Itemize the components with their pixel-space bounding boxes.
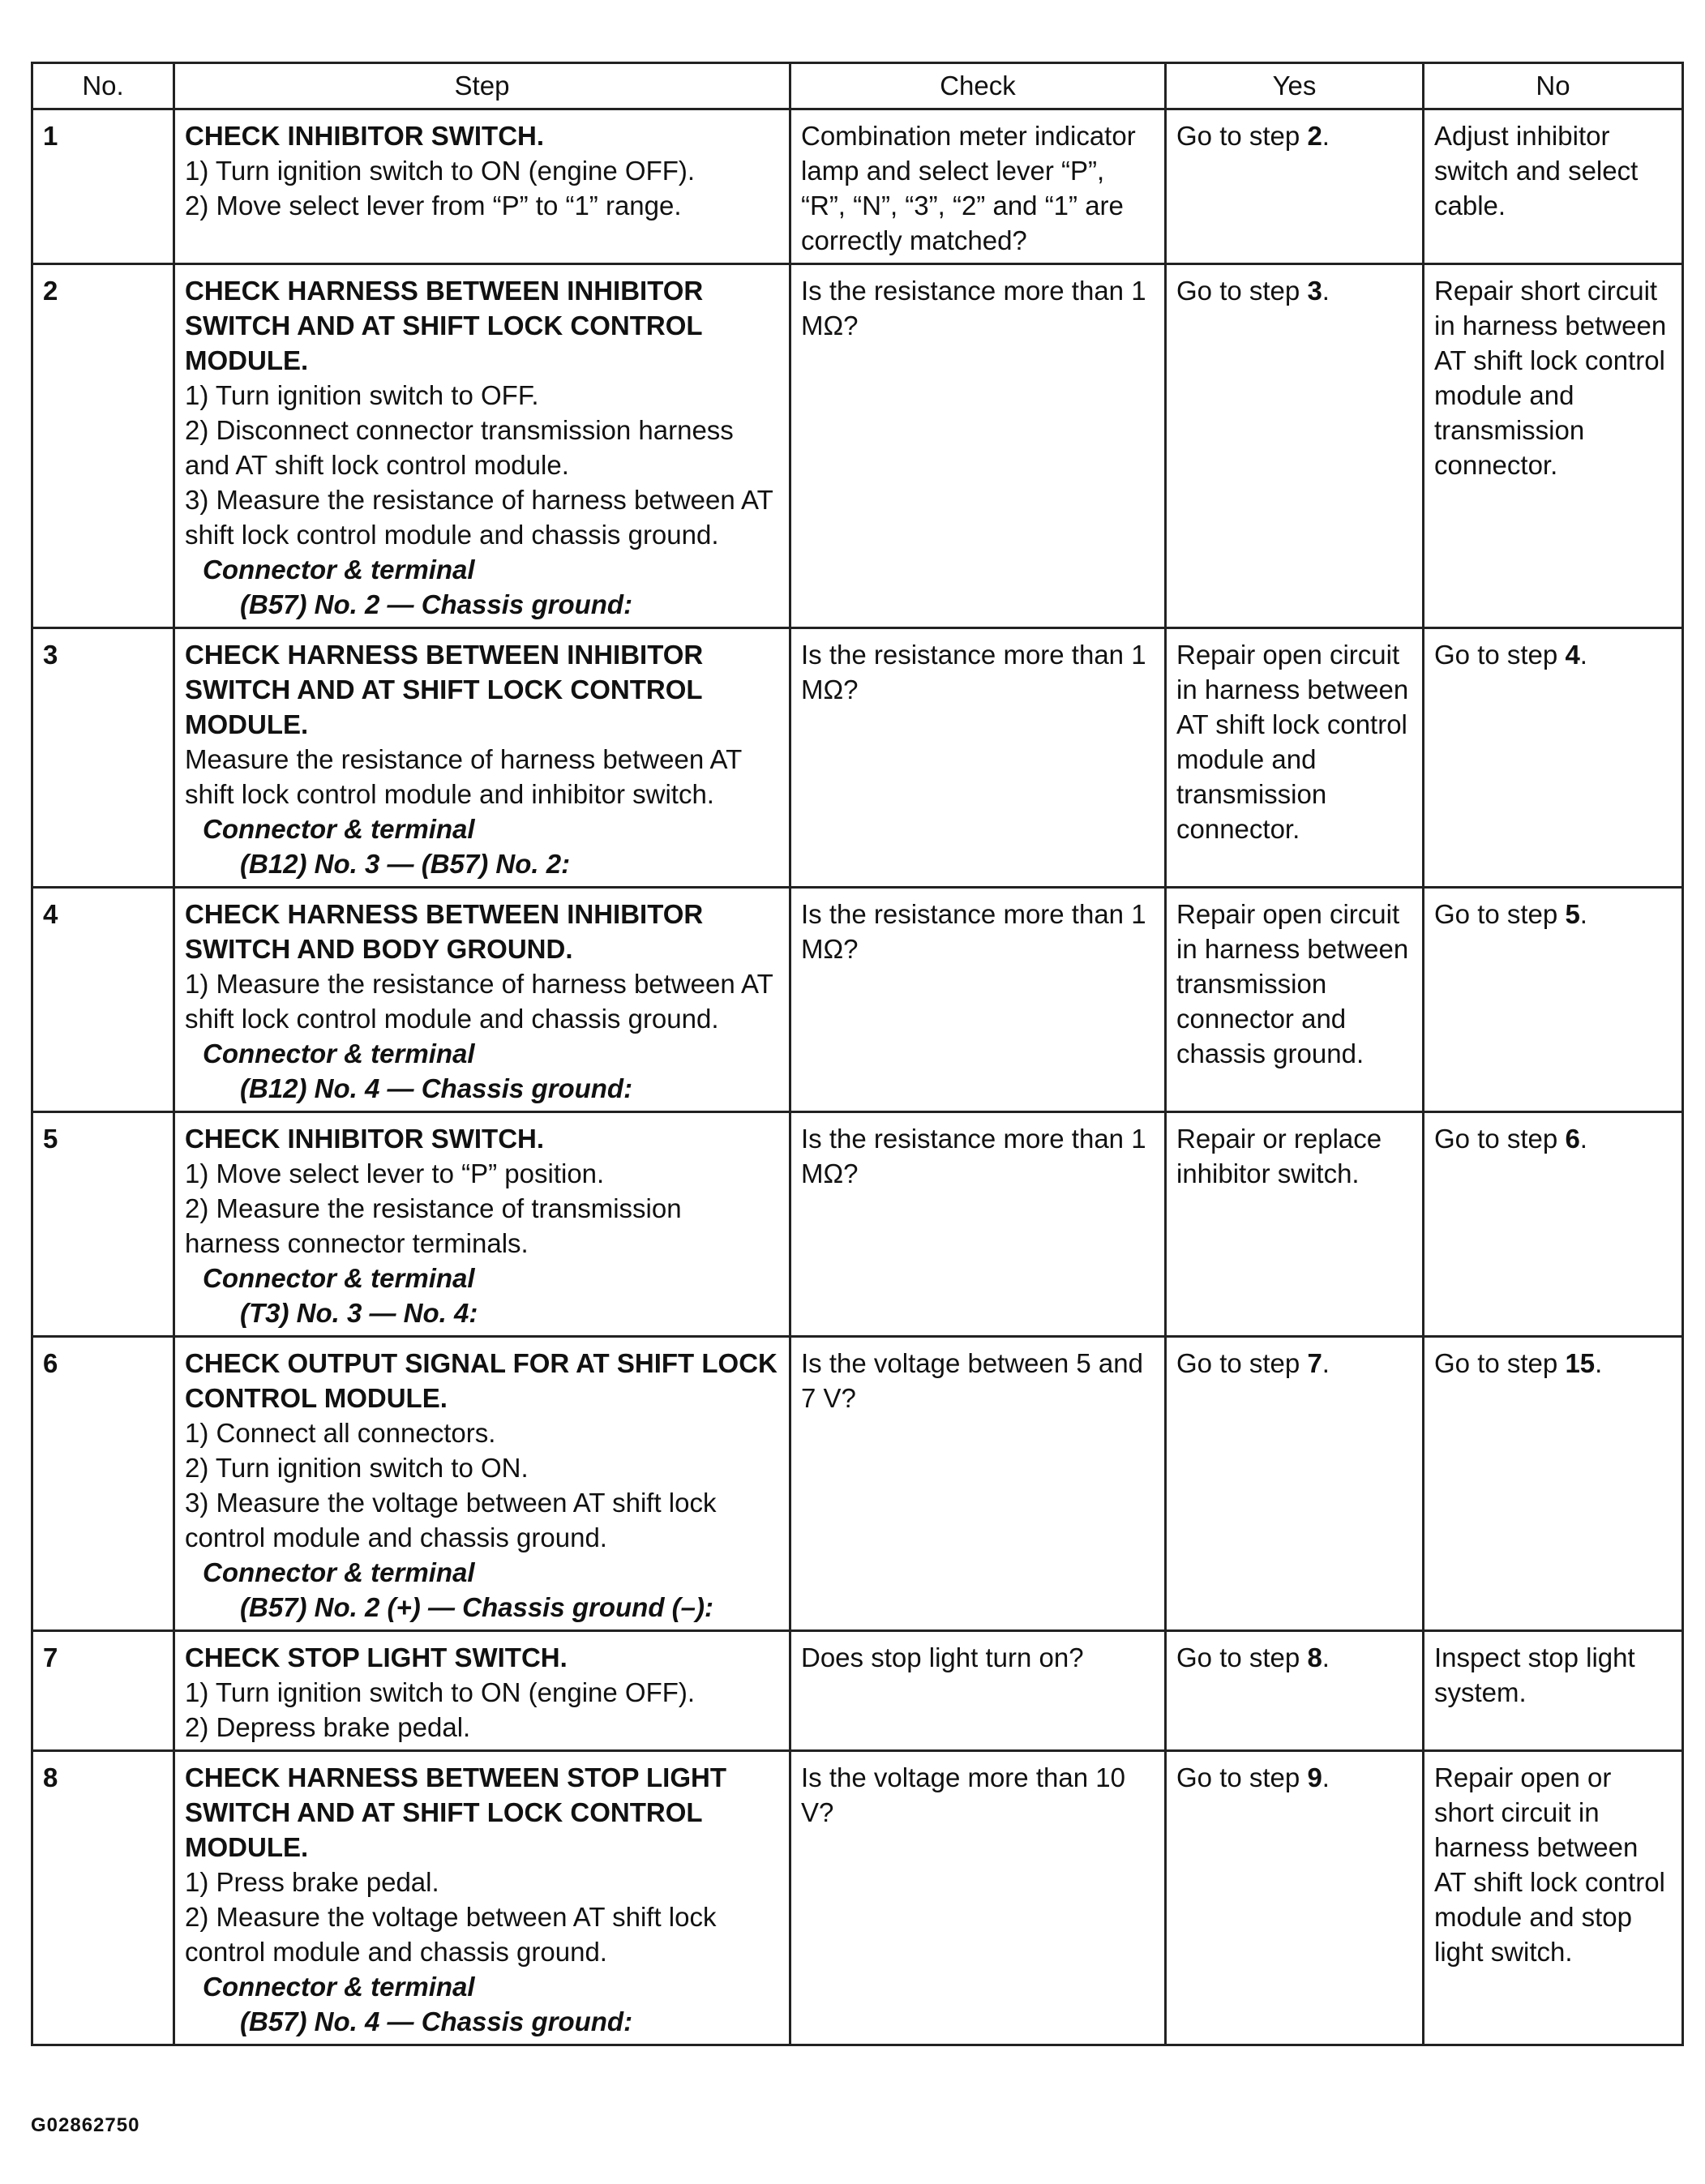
no-text: Inspect stop light system. xyxy=(1434,1642,1635,1707)
step-number: 1 xyxy=(32,109,174,264)
yes-text: Repair open circuit in harness between transmission connector and chassis ground. xyxy=(1176,899,1409,1068)
step-instruction: Measure the resistance of harness between AT shift lock control module and inhibitor switch. xyxy=(185,744,742,809)
yes-suffix: . xyxy=(1322,276,1330,306)
step-cell xyxy=(174,109,790,264)
step-instruction: 1) Turn ignition switch to ON (engine OFF). xyxy=(185,1677,696,1707)
step-title: CHECK HARNESS BETWEEN INHIBITOR SWITCH AND BODY GROUND. xyxy=(185,899,704,964)
connector-terminal: (T3) No. 3 — No. 4: xyxy=(240,1298,478,1328)
no-step-number: 4 xyxy=(1565,640,1580,670)
table-row xyxy=(32,1112,1683,1337)
table-body xyxy=(32,109,1683,2045)
table-row xyxy=(32,264,1683,628)
step-instruction: 2) Move select lever from “P” to “1” range. xyxy=(185,191,682,221)
connector-label: Connector & terminal xyxy=(203,1557,475,1587)
no-cell xyxy=(1424,1337,1683,1631)
yes-step-number: 9 xyxy=(1307,1762,1322,1792)
figure-code: G02862750 xyxy=(31,2114,140,2136)
no-suffix: . xyxy=(1579,640,1587,670)
no-text: Repair open or short circuit in harness between AT shift lock control module and stop light switch. xyxy=(1434,1762,1665,1967)
table-row xyxy=(32,1337,1683,1631)
yes-cell xyxy=(1166,1631,1424,1751)
connector-label: Connector & terminal xyxy=(203,814,475,844)
no-suffix: . xyxy=(1595,1348,1603,1378)
step-number: 8 xyxy=(32,1751,174,2045)
no-text: Go to step xyxy=(1434,899,1566,929)
table-row xyxy=(32,1631,1683,1751)
step-title: CHECK HARNESS BETWEEN INHIBITOR SWITCH AND AT SHIFT LOCK CONTROL MODULE. xyxy=(185,276,704,375)
table-row xyxy=(32,109,1683,264)
yes-text: Go to step xyxy=(1176,1762,1308,1792)
connector-label: Connector & terminal xyxy=(203,1263,475,1293)
step-cell xyxy=(174,1631,790,1751)
yes-cell xyxy=(1166,1112,1424,1337)
header-check: Check xyxy=(790,63,1166,109)
yes-cell xyxy=(1166,628,1424,888)
no-cell xyxy=(1424,109,1683,264)
step-instruction: 3) Measure the resistance of harness between AT shift lock control module and chassis ground. xyxy=(185,485,773,550)
step-cell xyxy=(174,628,790,888)
no-cell xyxy=(1424,1751,1683,2045)
no-cell xyxy=(1424,1112,1683,1337)
step-number: 6 xyxy=(32,1337,174,1631)
table-row xyxy=(32,1751,1683,2045)
step-title: CHECK HARNESS BETWEEN INHIBITOR SWITCH AND AT SHIFT LOCK CONTROL MODULE. xyxy=(185,640,704,739)
step-instruction: 1) Turn ignition switch to ON (engine OFF). xyxy=(185,156,696,186)
diagnostic-table xyxy=(31,62,1684,2046)
check-cell: Is the voltage more than 10 V? xyxy=(790,1751,1166,2045)
yes-suffix: . xyxy=(1322,1348,1330,1378)
no-cell xyxy=(1424,264,1683,628)
step-number: 3 xyxy=(32,628,174,888)
no-suffix: . xyxy=(1579,899,1587,929)
yes-step-number: 2 xyxy=(1307,121,1322,151)
connector-label: Connector & terminal xyxy=(203,555,475,585)
step-instruction: 3) Measure the voltage between AT shift lock control module and chassis ground. xyxy=(185,1488,717,1552)
step-cell xyxy=(174,1112,790,1337)
table-row xyxy=(32,888,1683,1112)
step-title: CHECK OUTPUT SIGNAL FOR AT SHIFT LOCK CONTROL MODULE. xyxy=(185,1348,778,1413)
header-step: Step xyxy=(174,63,790,109)
connector-terminal: (B57) No. 4 — Chassis ground: xyxy=(240,2006,633,2036)
yes-cell xyxy=(1166,888,1424,1112)
check-cell: Is the resistance more than 1 MΩ? xyxy=(790,264,1166,628)
step-instruction: 1) Connect all connectors. xyxy=(185,1418,496,1448)
yes-suffix: . xyxy=(1322,1762,1330,1792)
no-step-number: 15 xyxy=(1565,1348,1596,1378)
yes-cell xyxy=(1166,1337,1424,1631)
step-cell xyxy=(174,1337,790,1631)
step-instruction: 2) Disconnect connector transmission harness and AT shift lock control module. xyxy=(185,415,734,480)
connector-terminal: (B12) No. 4 — Chassis ground: xyxy=(240,1073,633,1103)
no-cell xyxy=(1424,628,1683,888)
no-text: Repair short circuit in harness between AT shift lock control module and transmission connector. xyxy=(1434,276,1667,480)
check-cell: Combination meter indicator lamp and select lever “P”, “R”, “N”, “3”, “2” and “1” are correctly matched? xyxy=(790,109,1166,264)
no-cell xyxy=(1424,888,1683,1112)
step-instruction: 2) Depress brake pedal. xyxy=(185,1712,471,1742)
step-number: 7 xyxy=(32,1631,174,1751)
step-instruction: 1) Turn ignition switch to OFF. xyxy=(185,380,539,410)
yes-suffix: . xyxy=(1322,1642,1330,1672)
step-instruction: 2) Turn ignition switch to ON. xyxy=(185,1453,529,1483)
table-row xyxy=(32,628,1683,888)
no-cell xyxy=(1424,1631,1683,1751)
yes-step-number: 3 xyxy=(1307,276,1322,306)
no-suffix: . xyxy=(1579,1124,1587,1154)
step-title: CHECK STOP LIGHT SWITCH. xyxy=(185,1642,568,1672)
header-no-result: No xyxy=(1424,63,1683,109)
yes-cell xyxy=(1166,109,1424,264)
step-number: 4 xyxy=(32,888,174,1112)
yes-text: Repair or replace inhibitor switch. xyxy=(1176,1124,1382,1188)
yes-text: Go to step xyxy=(1176,121,1308,151)
step-instruction: 1) Move select lever to “P” position. xyxy=(185,1158,605,1188)
no-text: Go to step xyxy=(1434,1124,1566,1154)
table-header-row xyxy=(32,63,1683,109)
connector-terminal: (B12) No. 3 — (B57) No. 2: xyxy=(240,849,571,879)
step-cell xyxy=(174,888,790,1112)
yes-cell xyxy=(1166,1751,1424,2045)
step-title: CHECK HARNESS BETWEEN STOP LIGHT SWITCH AND AT SHIFT LOCK CONTROL MODULE. xyxy=(185,1762,727,1862)
check-cell: Is the resistance more than 1 MΩ? xyxy=(790,888,1166,1112)
yes-cell xyxy=(1166,264,1424,628)
step-number: 5 xyxy=(32,1112,174,1337)
connector-label: Connector & terminal xyxy=(203,1038,475,1068)
check-cell: Is the voltage between 5 and 7 V? xyxy=(790,1337,1166,1631)
step-instruction: 1) Press brake pedal. xyxy=(185,1867,439,1897)
step-instruction: 1) Measure the resistance of harness between AT shift lock control module and chassis ground. xyxy=(185,969,773,1034)
step-instruction: 2) Measure the voltage between AT shift lock control module and chassis ground. xyxy=(185,1902,717,1967)
yes-step-number: 8 xyxy=(1307,1642,1322,1672)
connector-terminal: (B57) No. 2 (+) — Chassis ground (–): xyxy=(240,1592,713,1622)
yes-text: Repair open circuit in harness between AT shift lock control module and transmission connector. xyxy=(1176,640,1409,844)
no-step-number: 6 xyxy=(1565,1124,1580,1154)
step-instruction: 2) Measure the resistance of transmission harness connector terminals. xyxy=(185,1193,682,1258)
step-number: 2 xyxy=(32,264,174,628)
no-text: Go to step xyxy=(1434,1348,1566,1378)
yes-text: Go to step xyxy=(1176,276,1308,306)
step-title: CHECK INHIBITOR SWITCH. xyxy=(185,121,545,151)
step-cell xyxy=(174,264,790,628)
header-yes: Yes xyxy=(1166,63,1424,109)
yes-step-number: 7 xyxy=(1307,1348,1322,1378)
step-cell xyxy=(174,1751,790,2045)
no-step-number: 5 xyxy=(1565,899,1580,929)
yes-suffix: . xyxy=(1322,121,1330,151)
yes-text: Go to step xyxy=(1176,1642,1308,1672)
connector-terminal: (B57) No. 2 — Chassis ground: xyxy=(240,589,633,619)
connector-label: Connector & terminal xyxy=(203,1972,475,2002)
no-text: Adjust inhibitor switch and select cable. xyxy=(1434,121,1639,221)
header-no: No. xyxy=(32,63,174,109)
check-cell: Does stop light turn on? xyxy=(790,1631,1166,1751)
step-title: CHECK INHIBITOR SWITCH. xyxy=(185,1124,545,1154)
no-text: Go to step xyxy=(1434,640,1566,670)
yes-text: Go to step xyxy=(1176,1348,1308,1378)
check-cell: Is the resistance more than 1 MΩ? xyxy=(790,628,1166,888)
check-cell: Is the resistance more than 1 MΩ? xyxy=(790,1112,1166,1337)
